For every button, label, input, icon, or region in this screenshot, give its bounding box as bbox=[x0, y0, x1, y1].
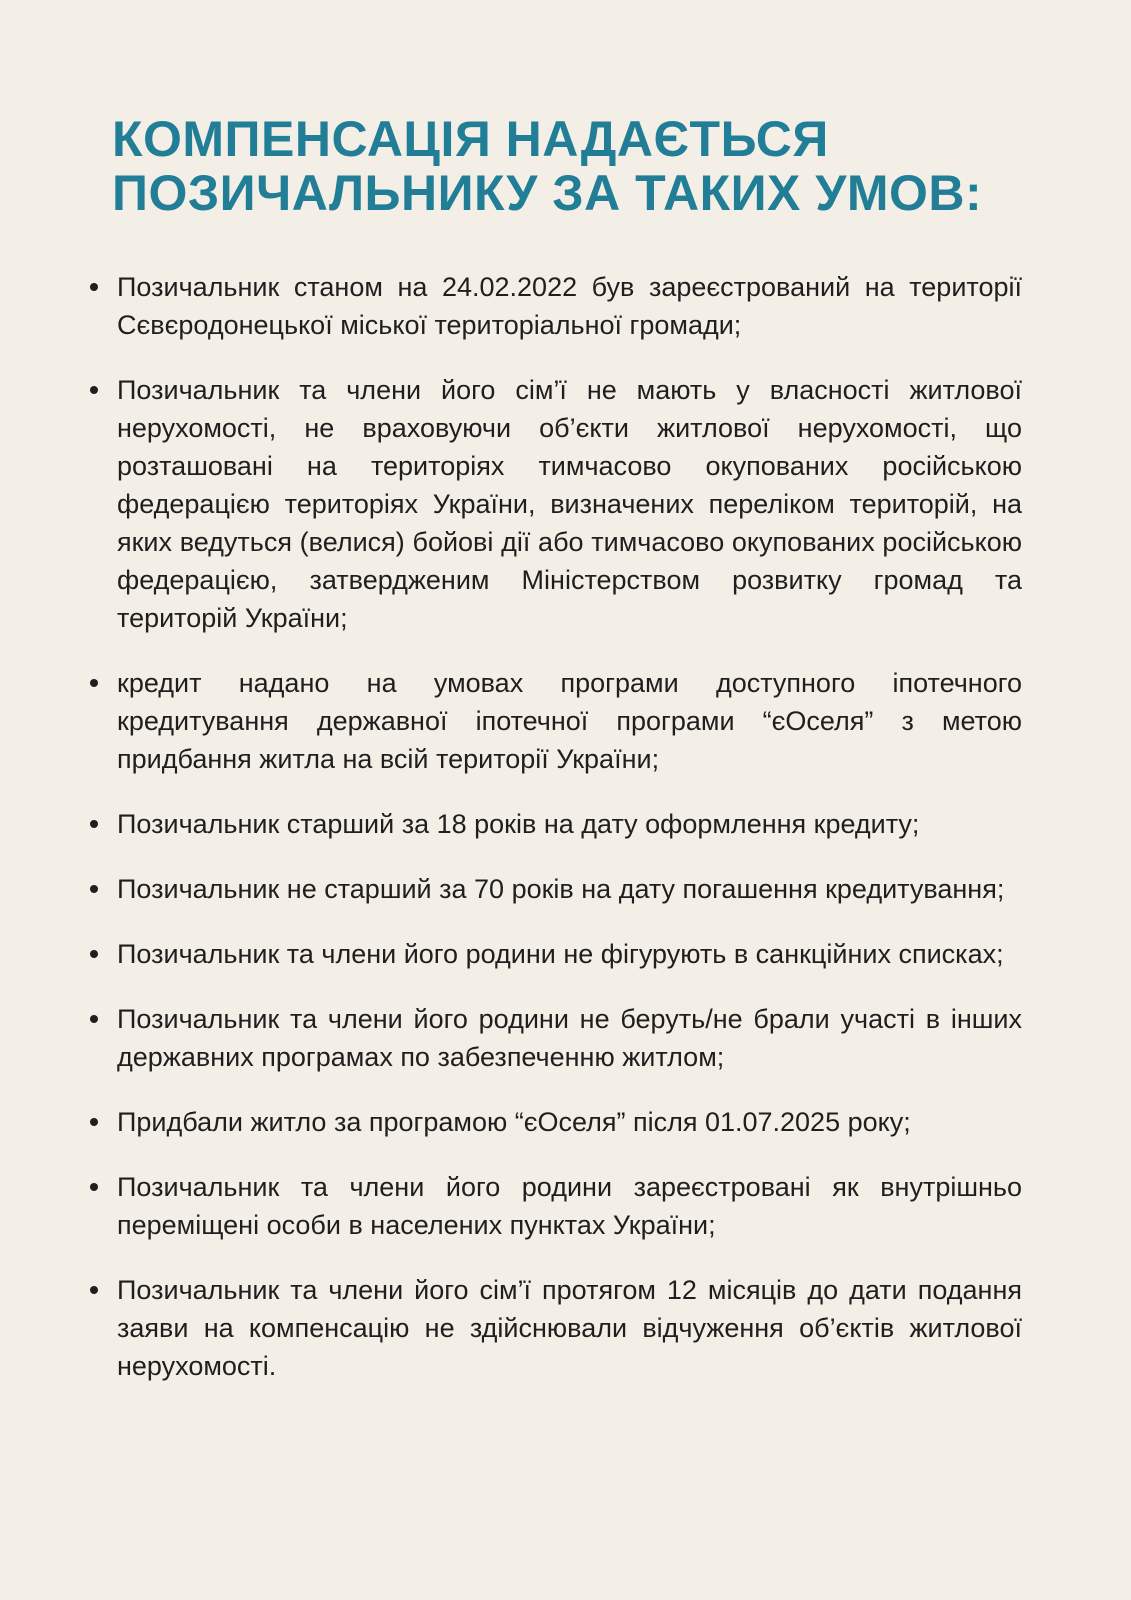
list-item: кредит надано на умовах програми доступного іпотечного кредитування державної іпотечної програми “єОселя” з метою придбання житла на всій території України; bbox=[117, 664, 1022, 778]
page-title bbox=[112, 112, 1031, 220]
list-item: Позичальник та члени його сім’ї протягом 12 місяців до дати подання заяви на компенсацію не здійснювали відчуження об’єктів житлової нерухомості. bbox=[117, 1271, 1022, 1385]
page-title-line1: КОМПЕНСАЦІЯ НАДАЄТЬСЯ bbox=[112, 111, 829, 167]
list-item: Придбали житло за програмою “єОселя” після 01.07.2025 року; bbox=[117, 1103, 1022, 1141]
page-title-line2: ПОЗИЧАЛЬНИКУ ЗА ТАКИХ УМОВ: bbox=[112, 165, 983, 221]
list-item: Позичальник та члени його сім’ї не мають у власності житлової нерухомості, не враховуючи об’єкти житлової нерухомості, що розташовані на територіях тимчасово окупованих російською федерацією територіях України, визначених переліком територій, на яких ведуться (велися) бойові дії або тимчасово окупованих російською федерацією, затвердженим Міністерством розвитку громад та територій України; bbox=[117, 371, 1022, 637]
list-item: Позичальник та члени його родини не беруть/не брали участі в інших державних програмах по забезпеченню житлом; bbox=[117, 1000, 1022, 1076]
list-item: Позичальник та члени його родини не фігурують в санкційних списках; bbox=[117, 935, 1022, 973]
list-item: Позичальник станом на 24.02.2022 був зареєстрований на території Сєвєродонецької міської територіальної громади; bbox=[117, 268, 1022, 344]
conditions-list bbox=[0, 268, 1131, 1385]
list-item: Позичальник та члени його родини зареєстровані як внутрішньо переміщені особи в населених пунктах України; bbox=[117, 1168, 1022, 1244]
list-item: Позичальник не старший за 70 років на дату погашення кредитування; bbox=[117, 870, 1022, 908]
list-item: Позичальник старший за 18 років на дату оформлення кредиту; bbox=[117, 805, 1022, 843]
